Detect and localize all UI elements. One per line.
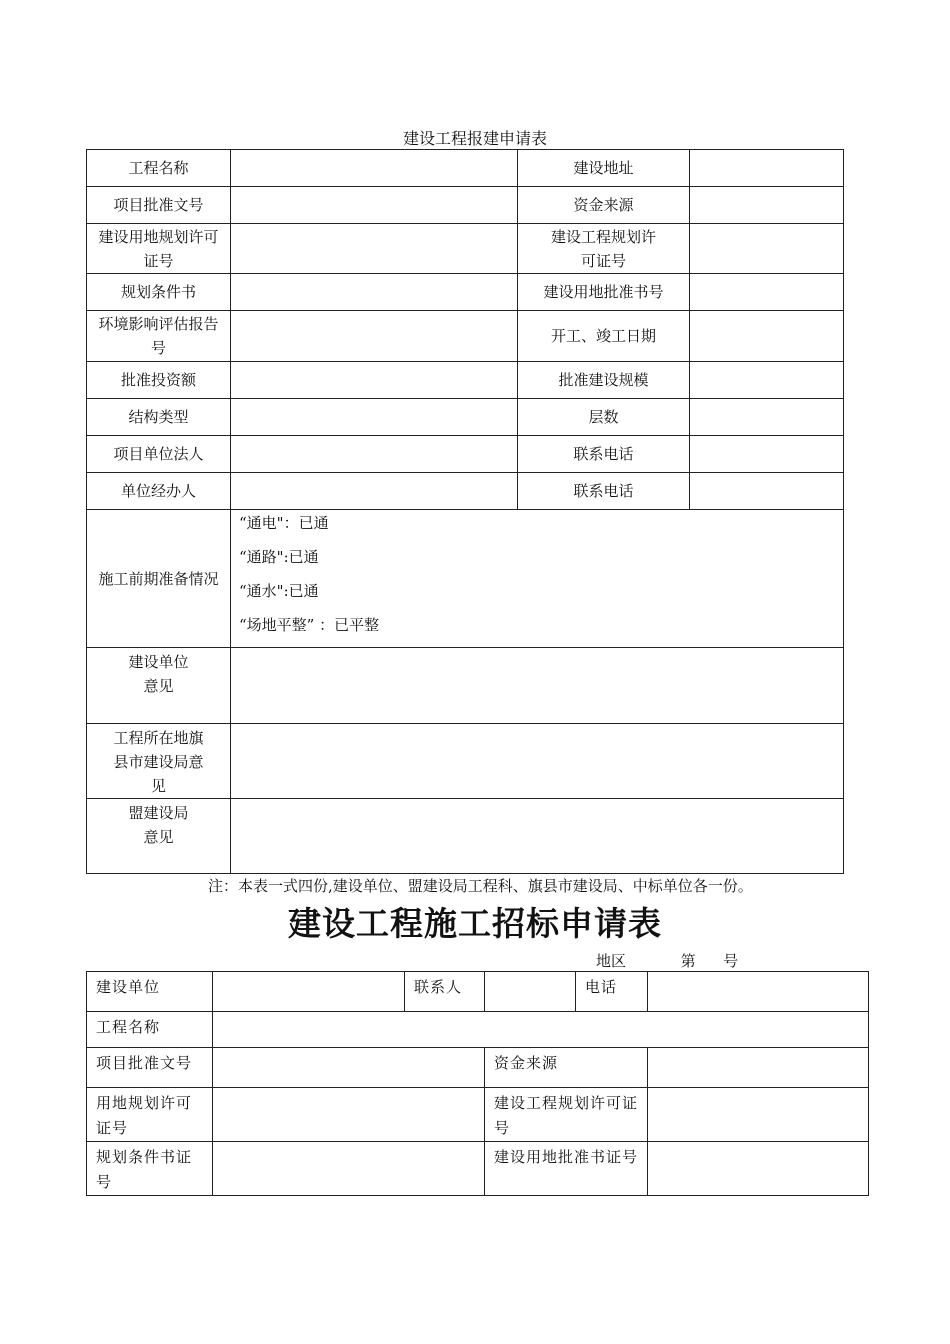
contact-person-field[interactable] xyxy=(485,972,576,1012)
legal-representative-field[interactable] xyxy=(231,436,518,473)
table-row xyxy=(87,1088,869,1142)
table-row xyxy=(87,362,844,399)
table-row xyxy=(87,799,844,874)
table-row xyxy=(87,187,844,224)
label-contact-person: 联系人 xyxy=(405,972,485,1012)
label-contact-phone-2: 联系电话 xyxy=(518,473,690,510)
structure-type-field[interactable] xyxy=(231,399,518,436)
label-league-bureau-opinion: 盟建设局意见 xyxy=(87,799,231,874)
label-pre-construction-prep: 施工前期准备情况 xyxy=(87,510,231,648)
table-row xyxy=(87,648,844,724)
environmental-report-field[interactable] xyxy=(231,311,518,362)
label-contact-phone-1: 联系电话 xyxy=(518,436,690,473)
label-start-end-date: 开工、竣工日期 xyxy=(518,311,690,362)
floors-field[interactable] xyxy=(690,399,844,436)
table-row xyxy=(87,473,844,510)
label-fund-source-2: 资金来源 xyxy=(485,1048,648,1088)
pre-construction-prep-field[interactable] xyxy=(231,510,844,648)
approval-number-2-field[interactable] xyxy=(213,1048,485,1088)
label-structure-type: 结构类型 xyxy=(87,399,231,436)
label-project-name: 工程名称 xyxy=(87,150,231,187)
table-row xyxy=(87,224,844,274)
label-engineering-permit-2: 建设工程规划许可证号 xyxy=(485,1088,648,1142)
table-row xyxy=(87,311,844,362)
region-label: 地区 xyxy=(596,952,627,970)
label-approval-number-2: 项目批准文号 xyxy=(87,1048,213,1088)
number-prefix: 第 xyxy=(680,952,696,970)
label-floors: 层数 xyxy=(518,399,690,436)
form1-note: 注：本表一式四份,建设单位、盟建设局工程科、旗县市建设局、中标单位各一份。 xyxy=(208,877,753,895)
table-row xyxy=(87,399,844,436)
land-permit-2-field[interactable] xyxy=(213,1088,485,1142)
land-approval-number-field[interactable] xyxy=(690,274,844,311)
contact-phone-2-field[interactable] xyxy=(690,473,844,510)
table-row xyxy=(87,274,844,311)
region-number-line xyxy=(596,950,738,971)
approval-number-field[interactable] xyxy=(231,187,518,224)
label-approved-scale: 批准建设规模 xyxy=(518,362,690,399)
bidding-application-table xyxy=(86,971,869,1196)
project-name-field[interactable] xyxy=(231,150,518,187)
construction-registration-table xyxy=(86,149,844,874)
approved-investment-field[interactable] xyxy=(231,362,518,399)
prep-road: “通路":已通 xyxy=(239,548,319,566)
label-land-permit-2: 用地规划许可证号 xyxy=(87,1088,213,1142)
prep-electricity: “通电"：已通 xyxy=(239,514,329,532)
engineering-permit-2-field[interactable] xyxy=(648,1088,869,1142)
contact-phone-1-field[interactable] xyxy=(690,436,844,473)
label-builder-opinion: 建设单位意见 xyxy=(87,648,231,724)
planning-conditions-field[interactable] xyxy=(231,274,518,311)
label-legal-representative: 项目单位法人 xyxy=(87,436,231,473)
builder-unit-field[interactable] xyxy=(213,972,405,1012)
label-planning-conditions-2: 规划条件书证号 xyxy=(87,1142,213,1196)
league-bureau-opinion-field[interactable] xyxy=(231,799,844,874)
label-project-name-2: 工程名称 xyxy=(87,1012,213,1048)
start-end-date-field[interactable] xyxy=(690,311,844,362)
label-builder-unit: 建设单位 xyxy=(87,972,213,1012)
number-suffix: 号 xyxy=(723,952,739,970)
table-row xyxy=(87,436,844,473)
fund-source-2-field[interactable] xyxy=(648,1048,869,1088)
label-approved-investment: 批准投资额 xyxy=(87,362,231,399)
prep-water: “通水":已通 xyxy=(239,582,319,600)
fund-source-field[interactable] xyxy=(690,187,844,224)
construction-address-field[interactable] xyxy=(690,150,844,187)
label-planning-conditions: 规划条件书 xyxy=(87,274,231,311)
label-environmental-report: 环境影响评估报告号 xyxy=(87,311,231,362)
label-fund-source: 资金来源 xyxy=(518,187,690,224)
land-approval-2-field[interactable] xyxy=(648,1142,869,1196)
label-construction-address: 建设地址 xyxy=(518,150,690,187)
table-row xyxy=(87,972,869,1012)
table-row xyxy=(87,510,844,648)
county-bureau-opinion-field[interactable] xyxy=(231,724,844,799)
label-unit-handler: 单位经办人 xyxy=(87,473,231,510)
prep-site-leveling: “场地平整” ：已平整 xyxy=(239,616,380,634)
builder-opinion-field[interactable] xyxy=(231,648,844,724)
unit-handler-field[interactable] xyxy=(231,473,518,510)
land-planning-permit-field[interactable] xyxy=(231,224,518,274)
label-approval-number: 项目批准文号 xyxy=(87,187,231,224)
table-row xyxy=(87,724,844,799)
label-engineering-planning-permit: 建设工程规划许可证号 xyxy=(518,224,690,274)
planning-conditions-2-field[interactable] xyxy=(213,1142,485,1196)
table-row xyxy=(87,1142,869,1196)
table-row xyxy=(87,1048,869,1088)
table-row xyxy=(87,150,844,187)
phone-field[interactable] xyxy=(648,972,869,1012)
label-phone: 电话 xyxy=(576,972,648,1012)
form2-title: 建设工程施工招标申请表 xyxy=(288,904,662,943)
engineering-planning-permit-field[interactable] xyxy=(690,224,844,274)
form1-title: 建设工程报建申请表 xyxy=(402,129,547,148)
label-land-planning-permit: 建设用地规划许可证号 xyxy=(87,224,231,274)
table-row xyxy=(87,1012,869,1048)
approved-scale-field[interactable] xyxy=(690,362,844,399)
label-land-approval-2: 建设用地批准书证号 xyxy=(485,1142,648,1196)
label-county-bureau-opinion: 工程所在地旗县市建设局意见 xyxy=(87,724,231,799)
label-land-approval-number: 建设用地批准书号 xyxy=(518,274,690,311)
project-name-2-field[interactable] xyxy=(213,1012,869,1048)
